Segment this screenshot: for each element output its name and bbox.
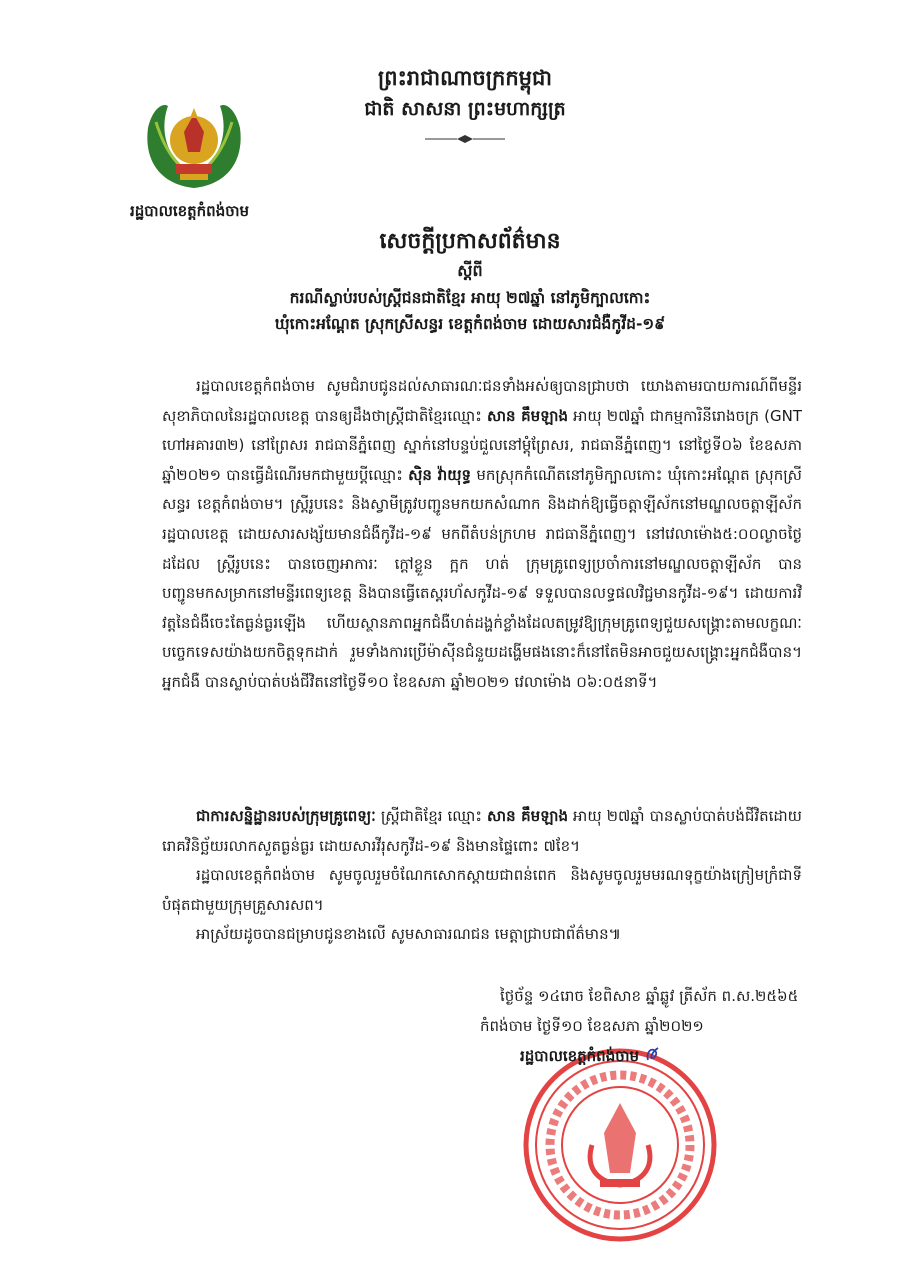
paragraph-condolence: រដ្ឋបាលខេត្តកំពង់ចាម សូមចូលរួមចំណែកសោកស្ដាយជាពន់ពេក និងសូមចូលរួមមរណទុក្ខយ៉ាងក្រៀមក្រំជាទីបំផុតជាមួយក្រុមគ្រួសារសព។ bbox=[162, 866, 802, 914]
place-date: កំពង់ចាម ថ្ងៃទី១០ ខែឧសភា ឆ្នាំ២០២១ bbox=[480, 1017, 704, 1035]
lunar-date: ថ្ងៃច័ន្ទ ១៤រោច ខែពិសាខ ឆ្នាំឆ្លូវ ត្រីស័ក ព.ស.២៥៦៥ bbox=[500, 987, 799, 1005]
announcement-body bbox=[162, 372, 802, 950]
announcement-titles bbox=[140, 225, 800, 337]
conclusion-lead: ជាការសន្និដ្ឋានរបស់ក្រុមគ្រូពេទ្យៈ bbox=[196, 807, 376, 825]
provincial-emblem bbox=[138, 92, 250, 194]
husband-name: ស៊ិន វ៉ាយុទ្ធ bbox=[408, 465, 472, 484]
kingdom-title: ព្រះរាជាណាចក្រកម្ពុជា bbox=[377, 66, 552, 90]
conclusion-text-b: អាយុ ២៧ឆ្នាំ បានស្លាប់បាត់បង់ជីវិតដោយរោគវិនិច្ឆ័យរលាកសួតធ្ងន់ធ្ងរ ដោយសារវីរុសកូវីដ-១៩ និងមានផ្ទៃពោះ ៧ខែ។ bbox=[162, 807, 802, 855]
official-seal bbox=[520, 1045, 720, 1245]
ornament-divider bbox=[423, 134, 507, 144]
announcement-title: សេចក្ដីប្រកាសព័ត៌មាន bbox=[379, 229, 561, 254]
conclusion-name: សាន គឹមឡាង bbox=[487, 807, 568, 825]
deceased-name: សាន គឹមឡាង bbox=[486, 406, 568, 425]
report-text-a: រដ្ឋបាលខេត្តកំពង់ចាម សូមជំរាបជូនដល់សាធារណៈជនទាំងអស់ឲ្យបានជ្រាបថា យោងតាមរបាយការណ៍ពីមន្ទីរសុខាភិបាលនៃរដ្ឋបាលខេត្ត បានឲ្យដឹងថាស្ត្រីជាតិខ្មែរឈ្មោះ bbox=[162, 377, 802, 425]
paragraph-closing: អាស្រ័យដូចបានជម្រាបជូនខាងលើ សូមសាធារណជន មេត្តាជ្រាបជាព័ត៌មាន៕ bbox=[196, 925, 622, 944]
kingdom-header bbox=[300, 62, 630, 148]
report-text-c: មកស្រុកកំណើតនៅភូមិក្បាលកោះ ឃុំកោះអណ្ដែត ស្រុកស្រីសន្ធរ ខេត្តកំពង់ចាម។ ស្ត្រីរូបនេះ និងស្វាមីត្រូវបញ្ជូនមកយកសំណាក និងដាក់ឱ្យធ្វើចត្តាឡីស័កនៅមណ្ឌលចត្តាឡីស័ករដ្ឋបាលខេត្ត ដោយសារសង្ស័យមានជំងឺកូវីដ-១៩ មកពីតំបន់ក្រហម រាជធានីភ្នំពេញ។ នៅវេលាម៉ោង៥:០០ល្ងាចថ្ងៃដដែល ស្ត្រីរូបនេះ បានចេញអាការៈ ក្ដៅខ្លួន ក្អក ហត់ ក្រុមគ្រូពេទ្យប្រចាំការនៅមណ្ឌលចត្តាឡីស័ក បានបញ្ជូនមកសម្រាកនៅមន្ទីរពេទ្យខេត្ត និងបានធ្វើតេស្តរហ័សកូវីដ-១៩ ទទួលបានលទ្ធផលវិជ្ជមានកូវីដ-១៩។ ដោយការវិវត្តនៃជំងឺចេះតែធ្ងន់ធ្ងរឡើង ហើយស្ថានភាពអ្នកជំងឺហត់ដង្ហក់ខ្លាំងដែលតម្រូវឱ្យក្រុមគ្រូពេទ្យជួយសង្គ្រោះតាមលក្ខណៈបច្ចេកទេសយ៉ាងយកចិត្តទុកដាក់ រួមទាំងការប្រើម៉ាស៊ីនជំនួយដង្ហើមផងនោះក៏នៅតែមិនអាចជួយសង្គ្រោះអ្នកជំងឺបាន។ អ្នកជំងឺ បានស្លាប់បាត់បង់ជីវិតនៅថ្ងៃទី១០ ខែឧសភា ឆ្នាំ២០២១ វេលាម៉ោង ០៦:០៥នាទី។ bbox=[162, 465, 802, 691]
about-label: ស្ដីពី bbox=[457, 261, 483, 280]
signer-name: រដ្ឋបាលខេត្តកំពង់ចាម bbox=[520, 1047, 640, 1065]
signature-mark bbox=[644, 1044, 662, 1064]
paragraph-conclusion bbox=[162, 802, 802, 861]
issuer-name: រដ្ឋបាលខេត្តកំពង់ចាម bbox=[130, 202, 250, 220]
signer bbox=[520, 1043, 760, 1069]
subject-line-2: ឃុំកោះអណ្ដែត ស្រុកស្រីសន្ធរ ខេត្តកំពង់ចាម ដោយសារជំងឺកូវីដ-១៩ bbox=[274, 315, 666, 333]
report-text-b: អាយុ ២៧ឆ្នាំ ជាកម្មការិនីរោងចក្រ (GNT ហៅអគារ៣២) នៅព្រែសរ រាជធានីភ្នំពេញ ស្នាក់នៅបន្ទប់ជួលនៅម្ដុំព្រែសរ, រាជធានីភ្នំពេញ។ នៅថ្ងៃទី០៦ ខែឧសភា ឆ្នាំ២០២១ បានធ្វើដំណើរមកជាមួយប្ដីឈ្មោះ bbox=[162, 406, 802, 484]
national-motto: ជាតិ សាសនា ព្រះមហាក្សត្រ bbox=[364, 98, 566, 120]
paragraph-report bbox=[162, 372, 802, 802]
conclusion-text-a: ស្ត្រីជាតិខ្មែរ ឈ្មោះ bbox=[380, 807, 482, 825]
subject-line-1: ករណីស្លាប់របស់ស្ត្រីជនជាតិខ្មែរ អាយុ ២៧ឆ្នាំ នៅភូមិក្បាលកោះ bbox=[289, 289, 651, 307]
